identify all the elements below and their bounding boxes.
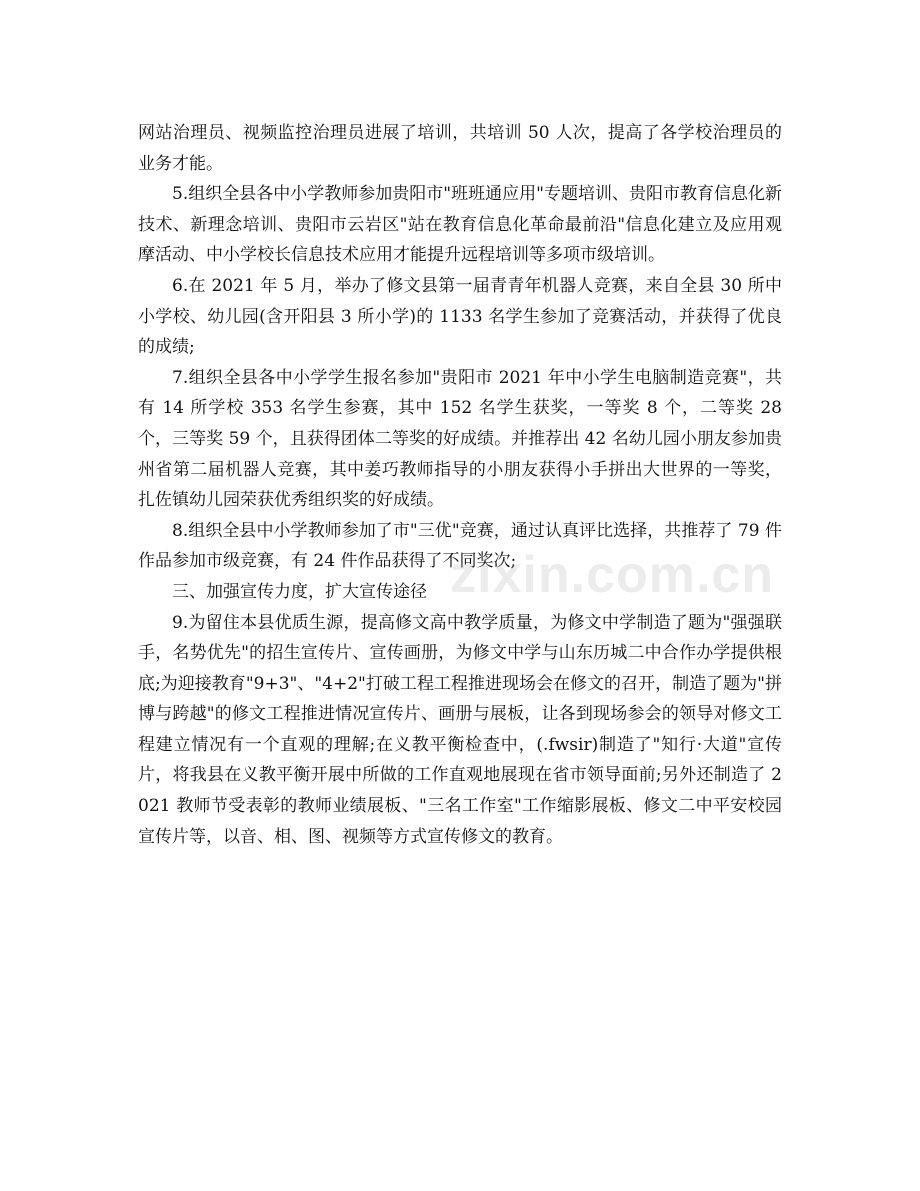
paragraph-item-8: 8.组织全县中小学教师参加了市"三优"竞赛，通过认真评比选择，共推荐了 79 件作品参加市级竞赛，有 24 件作品获得了不同奖次; (138, 520, 782, 572)
document-body (138, 118, 788, 852)
paragraph-continuation: 网站治理员、视频监控治理员进展了培训，共培训 50 人次，提高了各学校治理员的业务才能。 (138, 123, 782, 174)
paragraph-item-5: 5.组织全县各中小学教师参加贵阳市"班班通应用"专题培训、贵阳市教育信息化新技术、新理念培训、贵阳市云岩区"站在教育信息化革命最前沿"信息化建立及应用观摩活动、中小学校长信息技术应用才能提升远程培训等多项市级培训。 (138, 184, 782, 266)
watermark: zixin.com.cn (450, 546, 775, 604)
paragraph-item-9: 9.为留住本县优质生源，提高修文高中教学质量，为修文中学制造了题为"强强联手，名势优先"的招生宣传片、宣传画册，为修文中学与山东历城二中合作办学提供根底;为迎接教育"9+3"、"4+2"打破工程工程推进现场会在修文的召开，制造了题为"拼博与跨越"的修文工程推进情况宣传片、画册与展板，让各到现场参会的领导对修文工程建立情况有一个直观的理解;在义教平衡检查中，(.fwsir)制造了"知行·大道"宣传片，将我县在义教平衡开展中所做的工作直观地展现在省市领导面前;另外还制造了 2021 教师节受表彰的教师业绩展板、"三名工作室"工作缩影展板、修文二中平安校园宣传片等，以音、相、图、视频等方式宣传修文的教育。 (138, 612, 782, 847)
paragraph-item-6: 6.在 2021 年 5 月，举办了修文县第一届青青年机器人竞赛，来自全县 30 所中小学校、幼儿园(含开阳县 3 所小学)的 1133 名学生参加了竞赛活动，并获得了优良的成绩; (138, 275, 782, 358)
section-heading-3: 三、加强宣传力度，扩大宣传途径 (172, 581, 427, 602)
paragraph-item-7: 7.组织全县各中小学学生报名参加"贵阳市 2021 年中小学生电脑制造竞赛"，共有 14 所学校 353 名学生参赛，其中 152 名学生获奖，一等奖 8 个，二等奖 28 个，三等奖 59 个，且获得团体二等奖的好成绩。并推荐出 42 名幼儿园小朋友参加贵州省第二届机器人竞赛，其中姜巧教师指导的小朋友获得小手拼出大世界的一等奖，扎佐镇幼儿园荣获优秀组织奖的好成绩。 (138, 367, 788, 511)
